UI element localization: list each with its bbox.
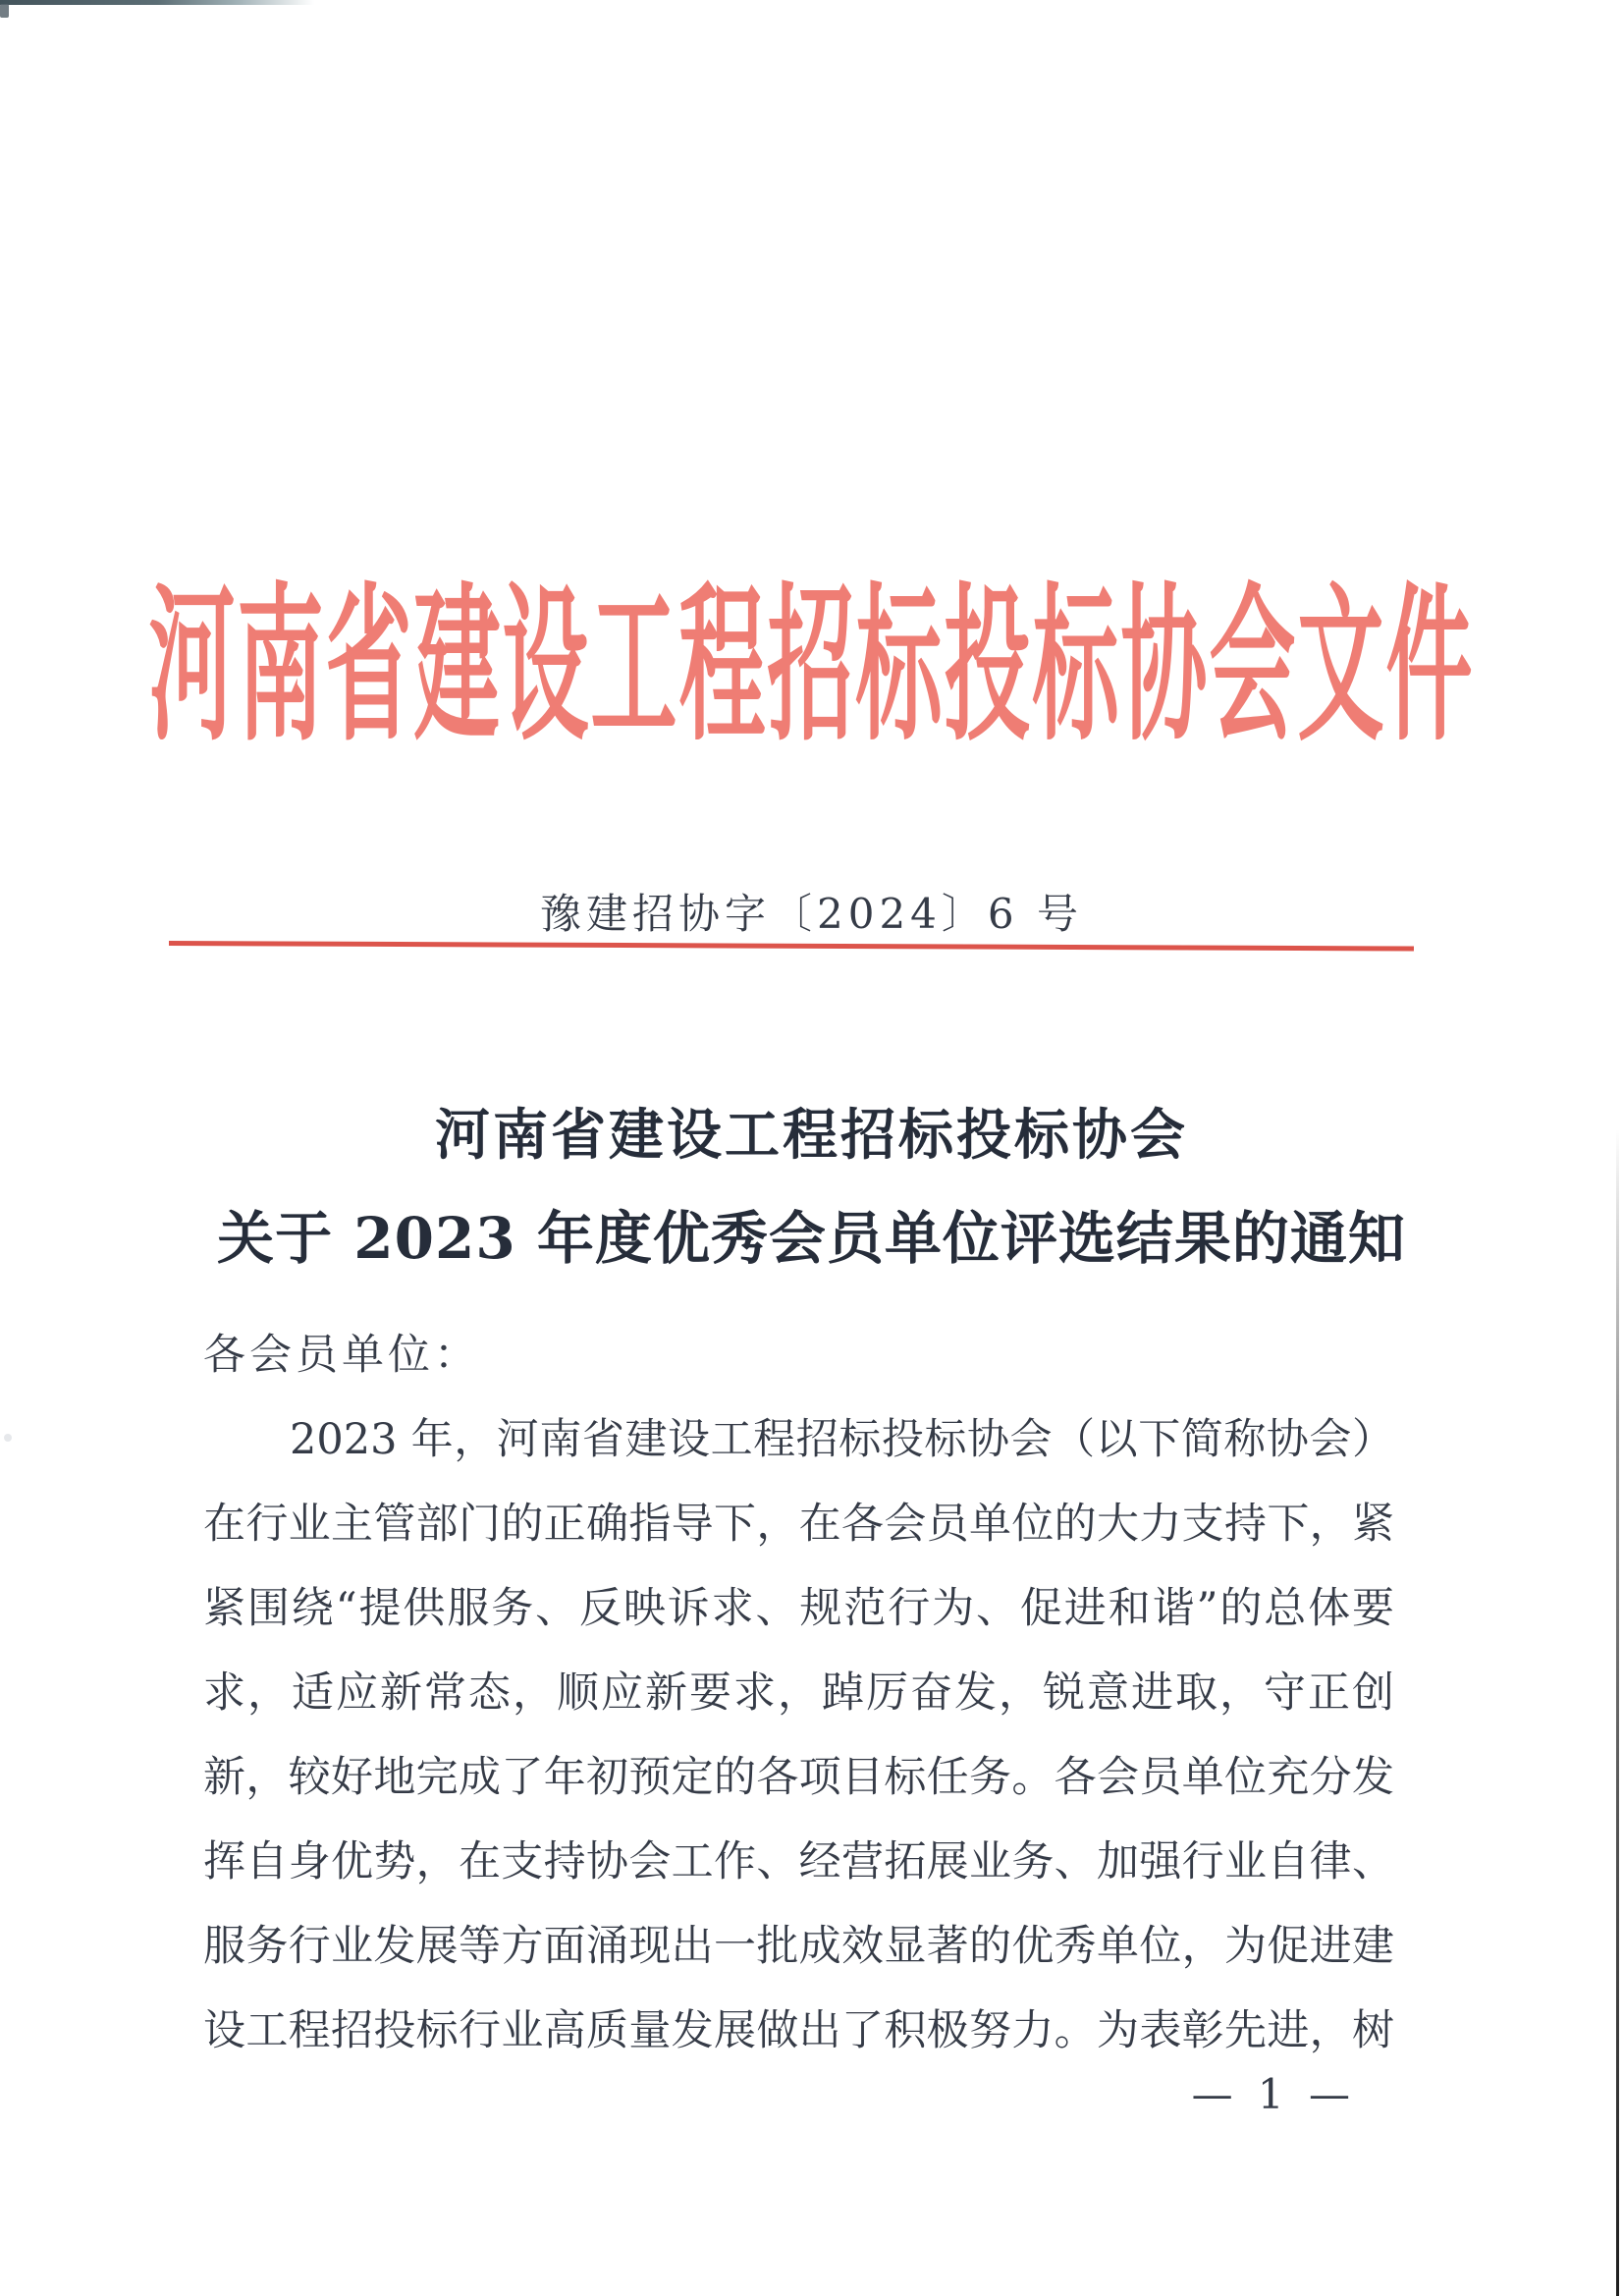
association-document-banner-text: 河南省建设工程招标投标协会文件 — [148, 565, 1475, 765]
salutation-line: 各会员单位： — [203, 1331, 480, 1380]
document-title-line-2: 关于 2023 年度优秀会员单位评选结果的通知 — [217, 1205, 1406, 1272]
body-text-line: 在行业主管部门的正确指导下，在各会员单位的大力支持下，紧 — [203, 1500, 1394, 1549]
scan-artifact-right-edge — [1616, 1129, 1619, 2296]
body-text-line: 紧围绕“提供服务、反映诉求、规范行为、促进和谐”的总体要 — [203, 1584, 1394, 1633]
body-text-line: 新，较好地完成了年初预定的各项目标任务。各会员单位充分发 — [203, 1753, 1394, 1802]
red-header-banner — [0, 565, 1623, 765]
body-text-line: 服务行业发展等方面涌现出一批成效显著的优秀单位，为促进建 — [203, 1922, 1394, 1971]
body-text-line: 挥自身优势，在支持协会工作、经营拓展业务、加强行业自律、 — [203, 1837, 1394, 1886]
page-number: — 1 — — [1191, 2070, 1356, 2118]
document-body — [203, 1313, 1394, 2073]
document-title-line-1: 河南省建设工程招标投标协会 — [435, 1103, 1188, 1168]
red-divider-line — [169, 941, 1414, 952]
body-text-line: 求，适应新常态，顺应新要求，踔厉奋发，锐意进取，守正创 — [203, 1668, 1394, 1718]
scan-artifact-speck — [4, 1434, 12, 1442]
document-reference-number: 豫建招协字〔2024〕6 号 — [540, 890, 1083, 938]
scan-artifact-corner-blob — [0, 4, 9, 18]
body-text-line: 设工程招投标行业高质量发展做出了积极努力。为表彰先进，树 — [203, 2006, 1394, 2055]
body-text-line: 2023 年，河南省建设工程招标投标协会（以下简称协会） — [290, 1415, 1394, 1464]
scan-artifact-top-edge — [0, 0, 393, 5]
body-paragraph — [203, 1397, 1394, 2073]
